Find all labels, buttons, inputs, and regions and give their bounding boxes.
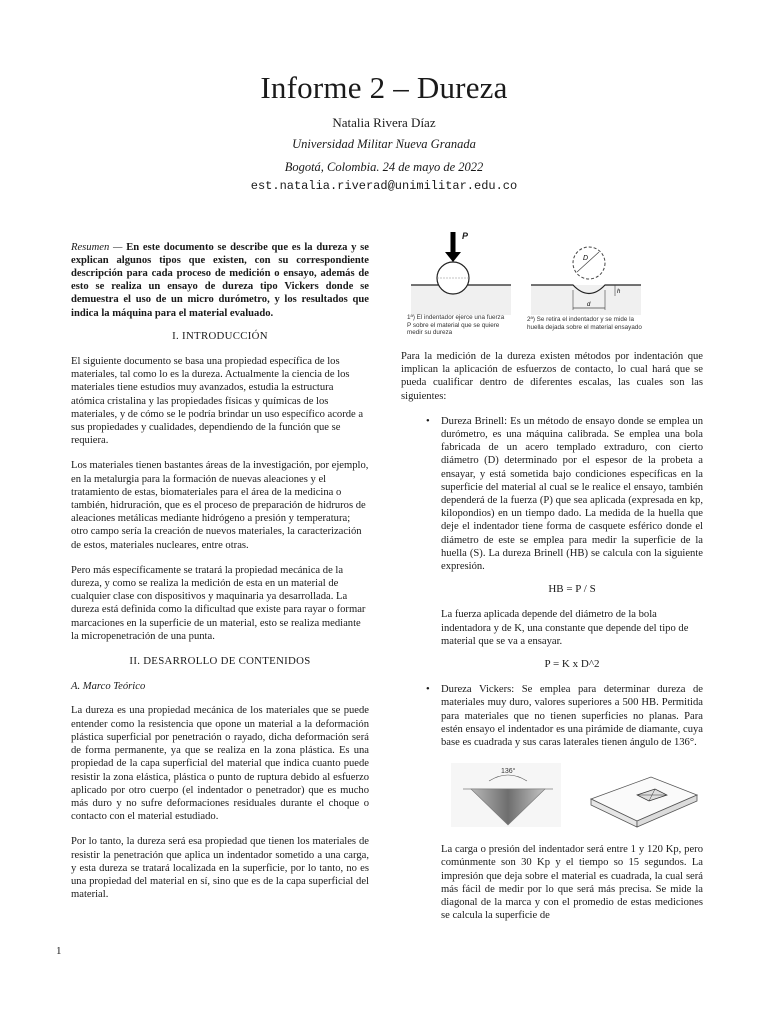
force-label: P [462,231,469,241]
bullet-icon: • [426,684,430,696]
abstract-label: Resumen — [71,241,123,253]
vickers-indenter-figure [441,759,703,831]
diameter-label: D [583,255,589,262]
vickers-load-paragraph: La carga o presión del indentador será entre 1 y 120 Kp, pero comúnmente son 30 Kp y el tiempo so 15 segundos. La impresión que deja sobre el material es cuadrada, la cual será más fácil de medir por lo que será más precisa. Se mide la diagonal de la marca y con el promedio de estas mediciones se calcula la superficie de [441,844,703,922]
bullet-icon: • [426,415,430,427]
intro-paragraph-3: Pero más específicamente se tratará la propiedad mecánica de la dureza, y como se realiza la medición de esta en un material de cualquier clase con dispositivos y maquinaria ya desarrollada. La dureza está definida como la dificultad que existe para rayar o formar marcaciones en la superficie de un material, esto se realiza mediante la micropenetración de una punta. [71,564,366,642]
brinell-indentation-figure [401,230,703,340]
location-date: Bogotá, Colombia. 24 de mayo de 2022 [284,160,484,174]
page-number: 1 [56,945,62,957]
vickers-list-item [401,683,703,749]
development-heading: II. DESARROLLO DE CONTENIDOS [129,655,311,668]
abstract [71,241,369,320]
formula-hb: HB = P / S [548,583,596,596]
affiliation: Universidad Militar Nueva Granada [292,137,476,151]
subsection-a-heading: A. Marco Teórico [71,681,146,693]
force-explanation: La fuerza aplicada depende del diámetro de la bola indentadora y de K, una constante que depende del tipo de material que se va a ensayar. [441,609,689,647]
right-column [401,230,703,935]
methods-intro-paragraph: Para la medición de la dureza existen métodos por indentación que implican la aplicación de esfuerzos de contacto, lo cual hará que se pueda cualificar dentro de diferentes escalas, las cuales son las siguientes: [401,351,703,402]
intro-heading: I. INTRODUCCIÓN [172,329,268,342]
author-email[interactable]: est.natalia.riverad@unimilitar.edu.co [250,179,518,193]
intro-paragraph-1: El siguiente documento se basa una propiedad específica de los materiales, tal como lo es la dureza. Actualmente la ciencia de los materiales tiene estudios muy avanzados, estudia la estructura atómica cristalina y las propiedades físicas y químicas de los materiales, y de cómo se le podría brindar un uso específico acorde a sus propiedades y cualidades, dependiendo de la función que se requiera. [71,356,364,447]
abstract-text: En este documento se describe que es la dureza y se explican algunos tipos que existen, con su correspondiente descripción para cada proceso de medición o ensayo, además de esto se realiza un ensayo de dureza tipo Vickers donde se demuestra el uso de un micro durómetro, y los resultados que indica la máquina para el material evaluado. [71,241,370,319]
left-column [71,230,369,913]
brinell-list-item [401,415,703,573]
formula-p: P = K x D^2 [544,658,600,671]
development-paragraph-1: La dureza es una propiedad mecánica de los materiales que se puede entender como la resistencia que opone un material a la deformación plástica superficial por penetración o rayado, dicha deformación será de forma permanente, ya que se realiza en la zona plástica. Es una propiedad de la capa superficial del material que indica cuanto puede resistir la zona elástica, plástica o punto de ruptura debido al esfuerzo aplicado por otro cuerpo (el indentador o penetrador) que es mucho más duro y no sufre deformaciones residuales durante el choque o contacto con el material estudiado. [71,705,369,823]
imprint-diameter-label: d [587,302,591,308]
intro-paragraph-2: Los materiales tienen bastantes áreas de la investigación, por ejemplo, en la metalurgia para la formación de nuevas aleaciones y el tratamiento de estas, biomateriales para el área de la medicina o también, hidruración, que es el proceso de preparación de hidruros de aleaciones metálicas mediante hidrógeno a presión y temperatura; otro campo sería la creación de nuevos materiales, la caracterización de estos, materiales nucleares, entre otras. [71,460,369,551]
angle-label: 136° [501,768,516,776]
vickers-diagram [441,759,703,831]
figure-caption-1: 1ª) El indentador ejerce una fuerza P sobre el material que se quiere medir su dureza [407,314,505,337]
figure-caption-2: 2ª) Se retira el indentador y se mide la huella dejada sobre el material ensayado [527,316,642,331]
paper-title: Informe 2 – Dureza [260,70,508,105]
development-paragraph-2: Por lo tanto, la dureza será esa propiedad que tienen los materiales de resistir la penetración que aplica un indentador sometido a una carga, y esta dureza se tratará localizada en la superficie, por lo tanto, no es una propiedad del material en sí, sino que es de la capa superficial del material. [71,836,369,901]
brinell-text: Dureza Brinell: Es un método de ensayo donde se emplea un durómetro, es una máquina calibrada. Se emplea una bola fabricada de un acero templado extraduro, con cierto diámetro (D) determinado por el espesor de la probeta a ensayar, y está sometida bajo condiciones específicas en la superficie del material al cual se le realice el ensayo, también dependerá de la fuerza (P) que sea aplicada (expresada en kp, kilopondios) en un tiempo dado. La medida de la huella que deje el indentador tiene forma de casquete esférico donde el diámetro de este se emplea para medir la superficie de la huella (S). La dureza Brinell (HB) se calcula con la siguiente expresión. [441,415,703,573]
depth-label: h [617,289,621,295]
vickers-text: Dureza Vickers: Se emplea para determinar dureza de materiales muy duro, valores superiores a 500 HB. Permitida para materiales que no tienen superficies no planas. Para estén ensayo el indentador es una pirámide de diamante, cuya base es cuadrada y sus caras laterales tienen ángulo de 136°. [441,684,703,749]
author-name: Natalia Rivera Díaz [332,115,436,130]
